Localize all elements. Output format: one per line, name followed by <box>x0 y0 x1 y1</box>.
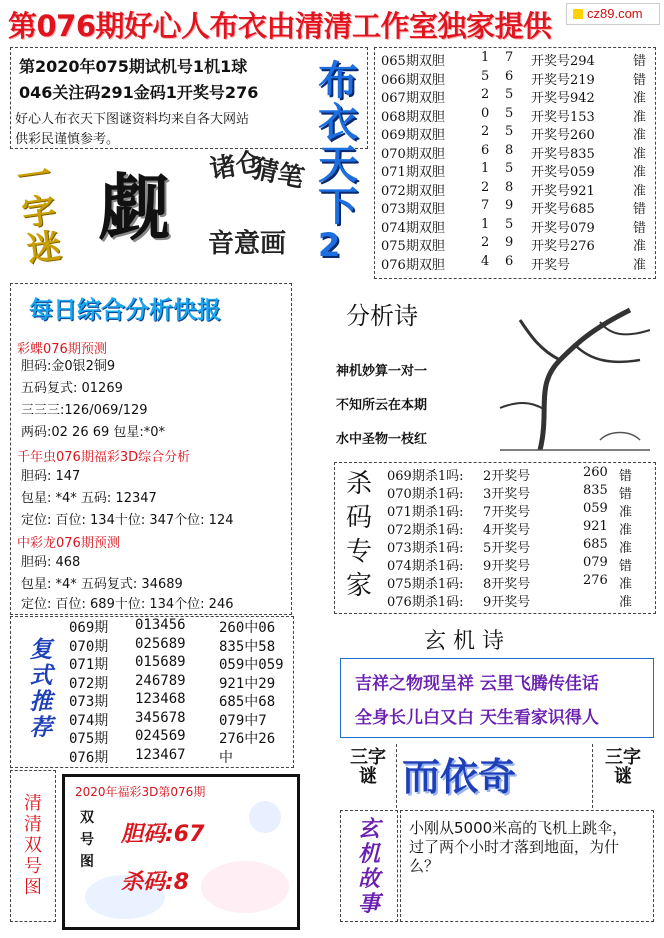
history-dan2: 5 <box>505 87 514 102</box>
history-period: 066期双胆 <box>381 72 445 88</box>
history-result: 准 <box>633 239 647 254</box>
watermark-text: cz89.com <box>587 6 643 21</box>
kill-label: 杀码专家 <box>345 469 372 601</box>
kill-draw: 685 <box>583 537 608 552</box>
history-row <box>381 143 653 161</box>
history-result: 错 <box>633 220 647 236</box>
history-draw: 开奖号685 <box>531 202 595 217</box>
kill-result: 错 <box>619 487 633 502</box>
multi-period: 076期 <box>69 749 109 766</box>
history-draw: 开奖号153 <box>531 109 595 125</box>
puzzle-area <box>12 148 312 278</box>
poem2-line1: 吉祥之物现呈祥 云里飞腾传佳话 <box>355 674 599 694</box>
multi-nums: 246789 <box>135 672 186 689</box>
double-panel <box>62 774 300 930</box>
s2-line3: 定位: 百位: 134十位: 347个位: 124 <box>21 513 234 528</box>
multi-period: 073期 <box>69 694 109 710</box>
multi-result: 685中68 <box>219 694 276 710</box>
s3-line3: 定位: 百位: 689十位: 134个位: 246 <box>21 597 234 612</box>
history-period: 067期双胆 <box>381 91 445 106</box>
kill-box <box>334 462 656 614</box>
kill-code: 4开奖号 <box>483 523 531 538</box>
history-period: 074期双胆 <box>381 220 445 236</box>
history-result: 错 <box>633 202 647 217</box>
kill-code: 2开奖号 <box>483 469 531 484</box>
kill-row <box>387 555 649 573</box>
puzzle-word-3: 音意画 <box>208 229 287 259</box>
history-result: 准 <box>633 128 647 143</box>
story-box <box>400 810 654 922</box>
kill-period: 069期杀1吗: <box>387 469 464 484</box>
trial-note1: 好心人布衣天下图谜资料均来自各大网站 <box>15 112 250 127</box>
history-row <box>381 254 653 272</box>
history-period: 071期双胆 <box>381 165 445 180</box>
poem1-line1: 神机妙算一对一 <box>336 364 428 379</box>
kill-result: 准 <box>619 595 633 610</box>
history-draw: 开奖号 <box>531 257 571 273</box>
history-dan1: 0 <box>481 105 490 121</box>
page-title: 第076期好心人布衣由清清工作室独家提供 <box>8 9 552 43</box>
kill-period: 072期杀1码: <box>387 523 464 538</box>
multi-period: 069期 <box>69 620 109 636</box>
history-dan1: 1 <box>481 216 490 232</box>
poem1-line2: 不知所云在本期 <box>336 398 428 413</box>
history-dan2: 7 <box>505 50 514 65</box>
poem2-line2: 全身长儿白又白 天生看家识得人 <box>355 708 599 728</box>
brand-title: 布衣天下 <box>318 58 358 230</box>
double-title: 2020年福彩3D第076期 <box>75 785 206 799</box>
history-dan1: 2 <box>481 235 490 250</box>
kill-period: 074期杀1码: <box>387 559 464 574</box>
kill-code: 9开奖号 <box>483 559 531 574</box>
kill-result: 准 <box>619 577 633 592</box>
tw-left-cell <box>340 744 397 808</box>
history-row <box>381 50 653 68</box>
kill-row <box>387 537 649 555</box>
history-row <box>381 69 653 87</box>
kill-period: 075期杀1码: <box>387 577 464 592</box>
multi-row <box>69 710 289 728</box>
story-text: 小刚从5000米高的飞机上跳伞，过了两个小时才落到地面，为什么？ <box>409 819 628 875</box>
history-row <box>381 180 653 198</box>
multi-nums: 123467 <box>135 746 186 763</box>
poem2-title: 玄 机 诗 <box>424 629 504 654</box>
kill-row <box>387 465 649 483</box>
history-dan1: 2 <box>481 179 490 195</box>
story-label: 玄机故事 <box>357 817 380 917</box>
history-draw: 开奖号219 <box>531 72 595 88</box>
multi-result: 中 <box>219 749 233 766</box>
s1-line2: 五码复式: 01269 <box>21 381 123 396</box>
history-result: 准 <box>633 109 647 125</box>
history-row <box>381 235 653 253</box>
multi-result: 276中26 <box>219 731 276 747</box>
history-period: 073期双胆 <box>381 202 445 217</box>
square-icon <box>573 9 583 19</box>
kill-draw: 260 <box>583 465 608 480</box>
multi-period: 072期 <box>69 675 109 692</box>
history-period: 065期双胆 <box>381 54 445 69</box>
multi-row <box>69 654 289 672</box>
history-dan2: 6 <box>505 253 514 269</box>
qq-label: 清清双号图 <box>24 793 42 898</box>
history-draw: 开奖号059 <box>531 165 595 180</box>
multi-nums: 015689 <box>135 654 186 670</box>
kill-row <box>387 483 649 501</box>
multi-result: 059中059 <box>219 657 284 673</box>
s3-line2: 包星: *4* 五码复式: 34689 <box>21 577 183 592</box>
history-dan2: 5 <box>505 124 514 139</box>
history-dan1: 1 <box>481 50 490 65</box>
history-period: 070期双胆 <box>381 146 445 162</box>
history-draw: 开奖号835 <box>531 146 595 162</box>
kill-draw: 835 <box>583 483 608 498</box>
s3-line1: 胆码: 468 <box>21 555 81 570</box>
s1-title: 彩蝶076期预测 <box>17 342 107 357</box>
kill-result: 准 <box>619 523 633 538</box>
history-result: 准 <box>633 257 647 273</box>
multi-row <box>69 747 289 765</box>
history-dan2: 8 <box>505 179 514 195</box>
history-period: 072期双胆 <box>381 183 445 199</box>
kill-code: 3开奖号 <box>483 487 531 502</box>
qq-label-box <box>10 770 56 922</box>
history-dan2: 6 <box>505 68 514 84</box>
kill-row <box>387 573 649 591</box>
kill-result: 错 <box>619 469 633 484</box>
s1-line1: 胆码:金0银2铜9 <box>21 359 116 374</box>
history-row <box>381 124 653 142</box>
history-row <box>381 161 653 179</box>
tw-right-cell <box>592 744 653 808</box>
kill-period: 073期杀1码: <box>387 541 464 556</box>
history-dan1: 1 <box>481 161 490 176</box>
multi-nums: 024569 <box>135 728 186 744</box>
history-result: 准 <box>633 165 647 180</box>
history-dan1: 2 <box>481 87 490 102</box>
multi-result: 835中58 <box>219 638 276 655</box>
history-draw: 开奖号276 <box>531 239 595 254</box>
double-sha: 杀码:8 <box>121 870 190 895</box>
trial-line1: 第2020年075期试机号1机1球 <box>19 57 248 76</box>
history-row <box>381 106 653 124</box>
trial-line2: 046关注码291金码1开奖号276 <box>19 83 259 102</box>
s1-line3: 三三三:126/069/129 <box>21 403 148 418</box>
kill-code: 7开奖号 <box>483 505 531 520</box>
poem1-area <box>330 290 656 460</box>
kill-draw: 276 <box>583 573 608 588</box>
history-draw: 开奖号294 <box>531 54 595 69</box>
history-draw: 开奖号942 <box>531 91 595 106</box>
tree-illustration <box>480 290 656 460</box>
multi-result: 079中7 <box>219 712 267 729</box>
kill-result: 准 <box>619 541 633 556</box>
history-dan1: 2 <box>481 124 490 139</box>
history-row <box>381 217 653 235</box>
history-dan2: 9 <box>505 198 514 213</box>
history-dan2: 5 <box>505 161 514 176</box>
history-result: 准 <box>633 146 647 162</box>
multi-period: 074期 <box>69 712 109 729</box>
history-result: 错 <box>633 72 647 88</box>
header <box>0 0 664 46</box>
history-row <box>381 198 653 216</box>
poem1-title: 分析诗 <box>346 302 418 330</box>
kill-period: 070期杀1码: <box>387 487 464 502</box>
history-dan2: 8 <box>505 142 514 158</box>
puzzle-big-char: 觑 <box>98 165 171 250</box>
history-draw: 开奖号260 <box>531 128 595 143</box>
history-dan1: 7 <box>481 198 490 213</box>
kill-result: 错 <box>619 559 633 574</box>
daily-report-box <box>10 283 292 615</box>
multi-row <box>69 691 289 709</box>
multi-nums: 025689 <box>135 635 186 652</box>
multi-row <box>69 673 289 691</box>
multi-nums: 013456 <box>135 617 186 633</box>
multi-label: 复式推荐 <box>29 637 53 741</box>
s1-line4: 两码:02 26 69 包星:*0* <box>21 425 166 440</box>
tw-right-label: 三字谜 <box>605 747 641 787</box>
history-period: 068期双胆 <box>381 109 445 125</box>
poem1-line3: 水中圣物一枝红 <box>336 432 428 447</box>
multi-nums: 345678 <box>135 709 186 726</box>
history-box <box>374 47 656 279</box>
three-word-area <box>340 744 654 924</box>
tw-answer: 而依奇 <box>402 755 517 799</box>
kill-period: 076期杀1码: <box>387 595 464 610</box>
multi-row <box>69 617 289 635</box>
kill-period: 071期杀1码: <box>387 505 464 520</box>
multi-period: 070期 <box>69 638 109 655</box>
trial-note2: 供彩民谨慎参考。 <box>15 132 120 147</box>
multi-result: 260中06 <box>219 620 276 636</box>
s2-line1: 胆码: 147 <box>21 469 81 484</box>
multi-row <box>69 636 289 654</box>
kill-result: 准 <box>619 505 633 520</box>
history-period: 075期双胆 <box>381 239 445 254</box>
history-result: 准 <box>633 91 647 106</box>
multi-result: 921中29 <box>219 675 276 692</box>
kill-draw: 079 <box>583 555 608 570</box>
multi-period: 075期 <box>69 731 109 747</box>
puzzle-word-1: 诸仓 <box>207 146 265 186</box>
poem2-area <box>340 616 654 740</box>
history-draw: 开奖号921 <box>531 183 595 199</box>
history-period: 069期双胆 <box>381 128 445 143</box>
brand-number: 2 <box>318 226 341 264</box>
history-row <box>381 87 653 105</box>
multi-row <box>69 728 289 746</box>
history-dan1: 4 <box>481 253 490 269</box>
kill-code: 8开奖号 <box>483 577 531 592</box>
history-dan1: 6 <box>481 142 490 158</box>
story-label-cell <box>340 810 398 922</box>
poem2-box <box>340 658 654 738</box>
puzzle-word-2: 猜笔 <box>249 153 307 195</box>
kill-row <box>387 519 649 537</box>
puzzle-left-vertical: 一字迷 <box>14 154 64 271</box>
kill-draw: 059 <box>583 501 608 516</box>
multi-box <box>10 616 294 768</box>
history-draw: 开奖号079 <box>531 220 595 236</box>
kill-row <box>387 501 649 519</box>
history-dan1: 5 <box>481 68 490 84</box>
double-dan: 胆码:67 <box>121 822 205 847</box>
kill-row <box>387 591 649 609</box>
daily-banner: 每日综合分析快报 <box>29 296 221 324</box>
kill-code: 9开奖号 <box>483 595 531 610</box>
double-side: 双号图 <box>80 810 94 870</box>
kill-draw: 921 <box>583 519 608 534</box>
multi-period: 071期 <box>69 657 109 673</box>
kill-code: 5开奖号 <box>483 541 531 556</box>
history-period: 076期双胆 <box>381 257 445 273</box>
s2-title: 千年虫076期福彩3D综合分析 <box>17 450 191 465</box>
history-dan2: 9 <box>505 235 514 250</box>
history-dan2: 5 <box>505 105 514 121</box>
history-result: 准 <box>633 183 647 199</box>
s2-line2: 包星: *4* 五码: 12347 <box>21 491 157 506</box>
history-result: 错 <box>633 54 647 69</box>
watermark <box>566 3 660 25</box>
history-dan2: 5 <box>505 216 514 232</box>
tw-left-label: 三字谜 <box>350 747 386 787</box>
s3-title: 中彩龙076期预测 <box>17 536 120 551</box>
multi-nums: 123468 <box>135 691 186 707</box>
